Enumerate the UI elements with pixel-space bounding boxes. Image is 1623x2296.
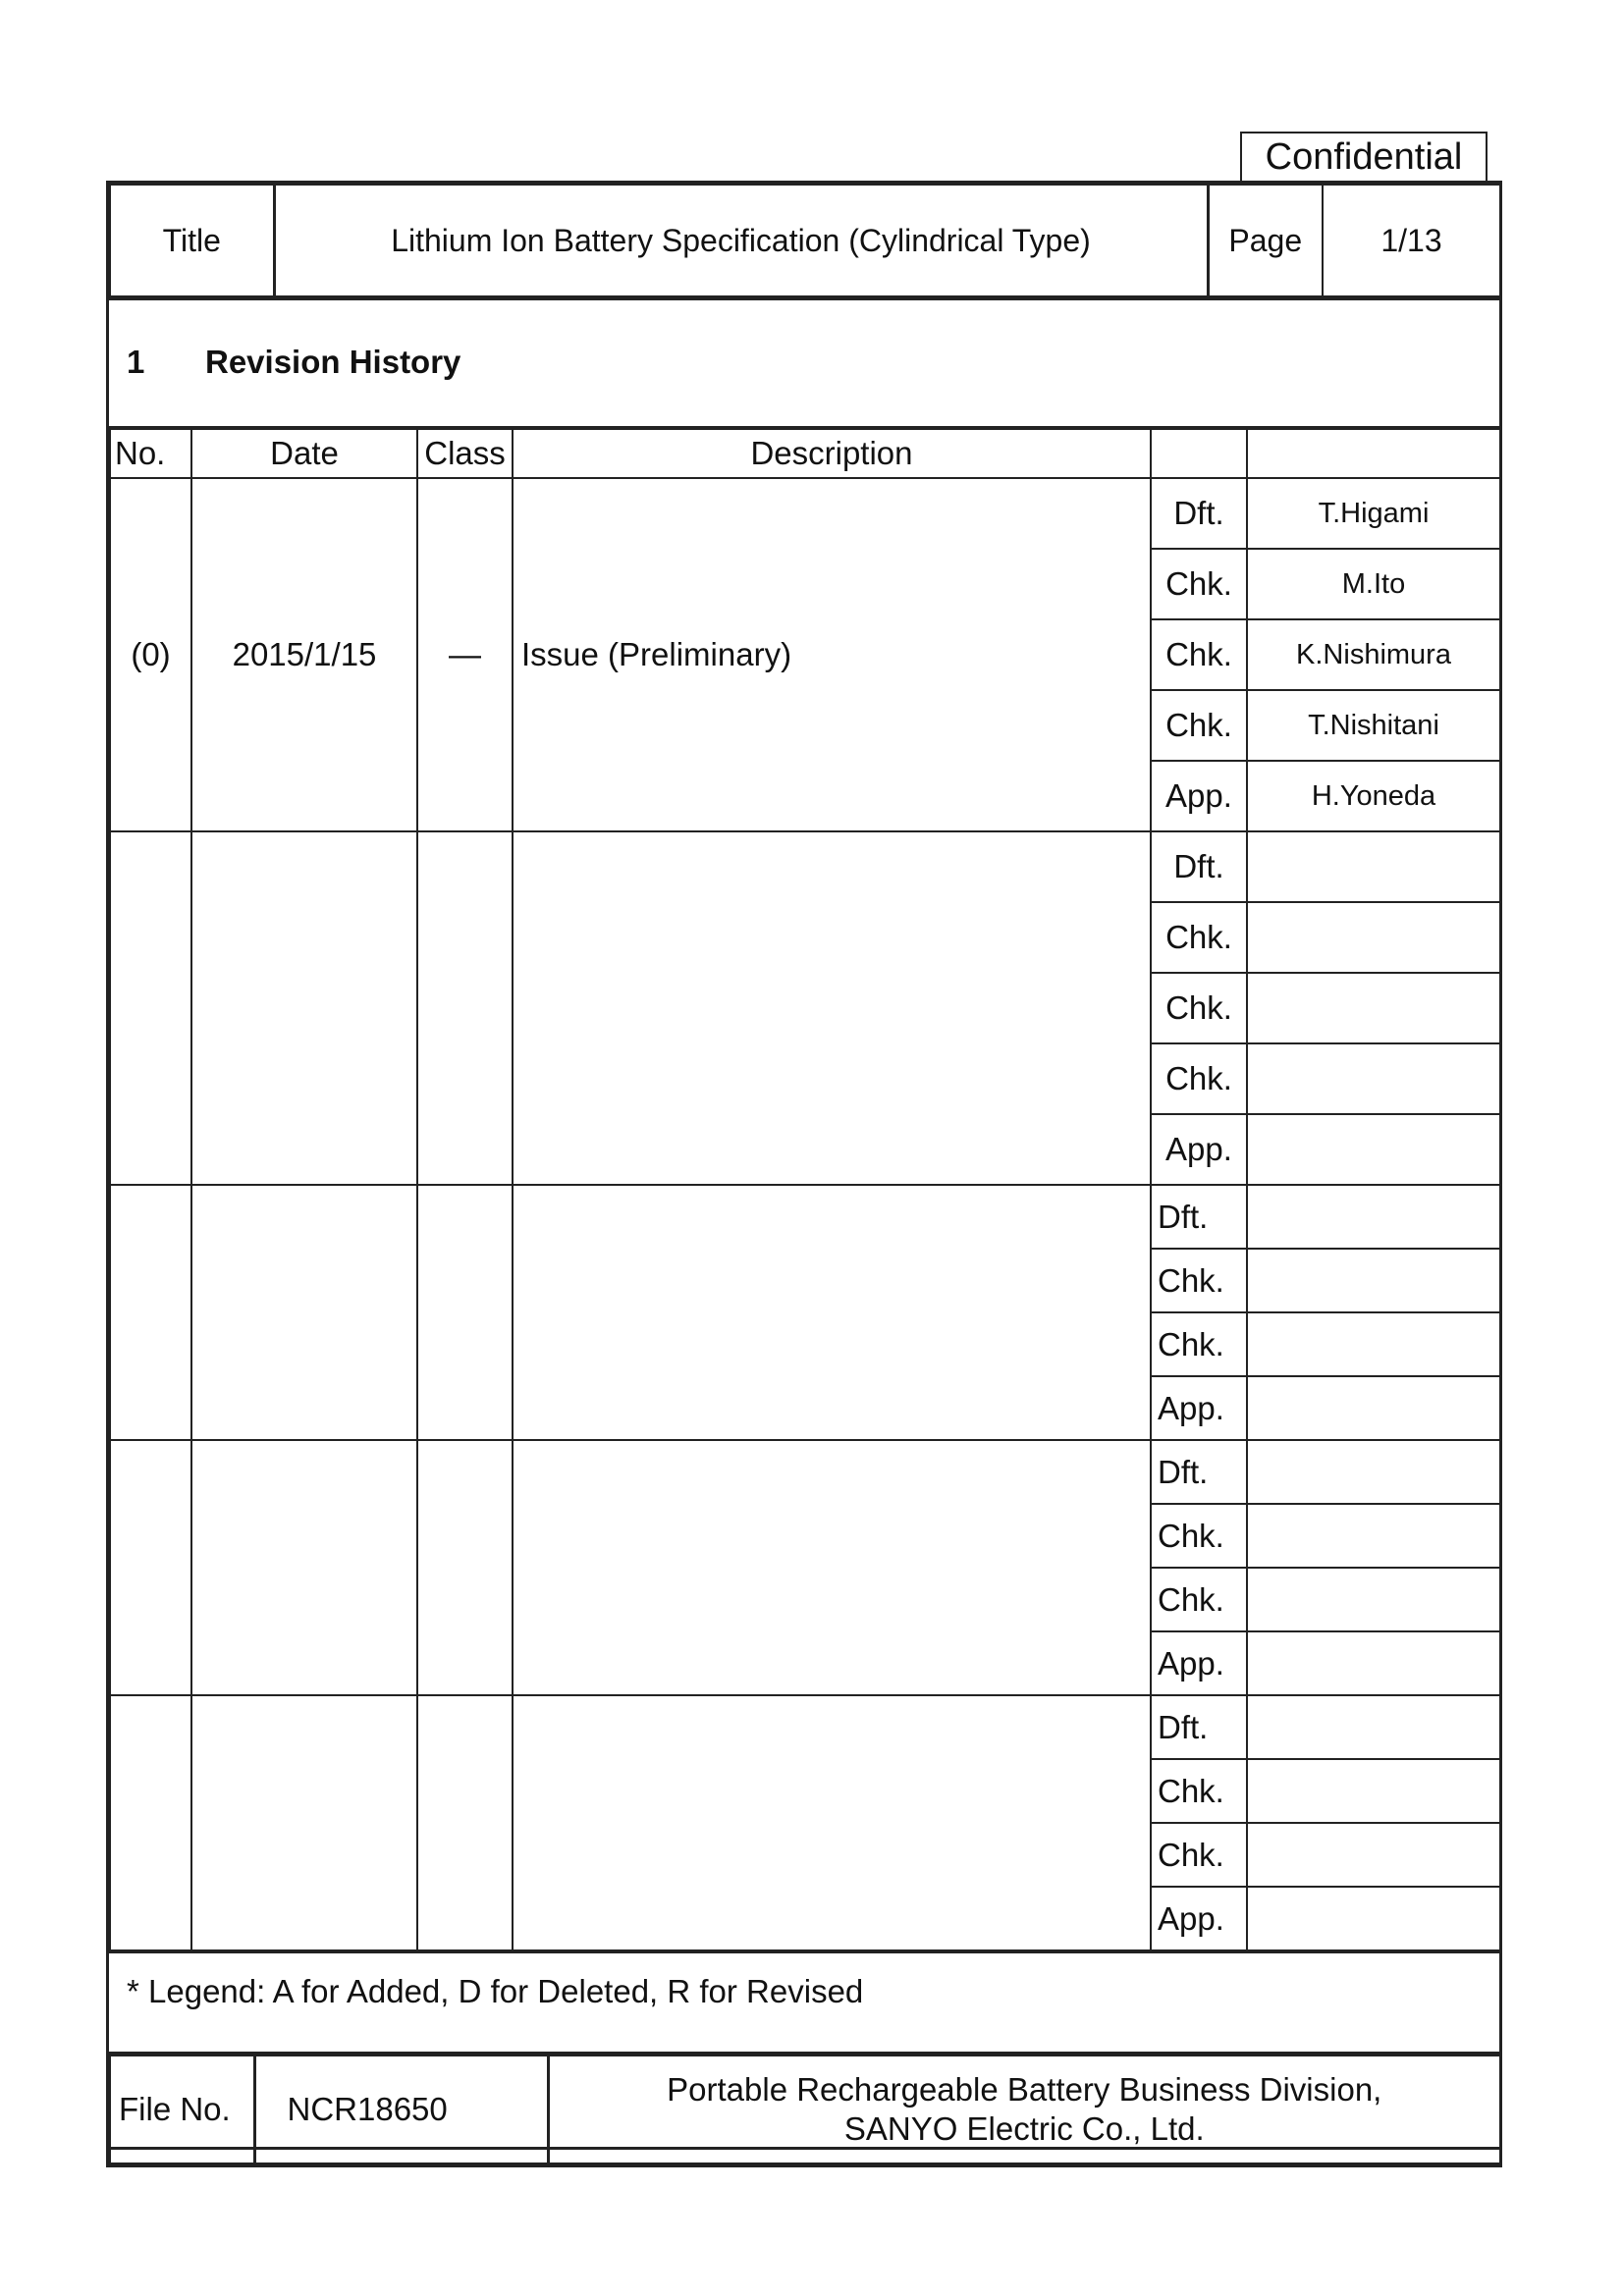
rev-class (417, 1185, 513, 1440)
rev-no: (0) (110, 478, 191, 831)
title-block (106, 181, 1502, 300)
signoff-name: T.Higami (1247, 478, 1500, 549)
section-number: 1 (127, 344, 145, 380)
rev-class: — (417, 478, 513, 831)
signoff-role: Chk. (1151, 1568, 1247, 1631)
signoff-name (1247, 902, 1500, 973)
rev-date (191, 1440, 417, 1695)
signoff-role: Chk. (1151, 1823, 1247, 1887)
signoff-role: App. (1151, 1887, 1247, 1950)
signoff-name: K.Nishimura (1247, 619, 1500, 690)
signoff-name (1247, 1887, 1500, 1950)
signoff-name (1247, 973, 1500, 1043)
rev-description (513, 1695, 1151, 1950)
signoff-role: Chk. (1151, 549, 1247, 619)
page-label: Page (1208, 185, 1323, 296)
confidential-stamp: Confidential (1240, 132, 1488, 183)
signoff-role: Chk. (1151, 1249, 1247, 1312)
table-row (110, 1185, 1500, 1249)
signoff-role: Chk. (1151, 1759, 1247, 1823)
rev-no (110, 1185, 191, 1440)
signoff-role: Chk. (1151, 902, 1247, 973)
rev-date (191, 1185, 417, 1440)
signoff-name (1247, 1043, 1500, 1114)
table-row (110, 1695, 1500, 1759)
signoff-role: Dft. (1151, 831, 1247, 902)
signoff-role: Chk. (1151, 973, 1247, 1043)
signoff-role: App. (1151, 1114, 1247, 1185)
rev-description (513, 1440, 1151, 1695)
signoff-role: Dft. (1151, 1695, 1247, 1759)
signoff-name (1247, 1114, 1500, 1185)
rev-no (110, 1440, 191, 1695)
file-no-label: File No. (110, 2056, 254, 2163)
revision-table (109, 428, 1501, 1951)
signoff-name: T.Nishitani (1247, 690, 1500, 761)
document-title: Lithium Ion Battery Specification (Cylindrical Type) (274, 185, 1208, 296)
signoff-name (1247, 1185, 1500, 1249)
signoff-role: Dft. (1151, 1440, 1247, 1504)
col-header-date: Date (191, 429, 417, 478)
footer-block (106, 2052, 1502, 2167)
revision-section (106, 293, 1502, 2150)
rev-class (417, 1695, 513, 1950)
rev-description: Issue (Preliminary) (513, 478, 1151, 831)
signoff-name: M.Ito (1247, 549, 1500, 619)
col-header-class: Class (417, 429, 513, 478)
table-row (110, 1440, 1500, 1504)
signoff-role: Chk. (1151, 1504, 1247, 1568)
signoff-name (1247, 1568, 1500, 1631)
organization-line-1: Portable Rechargeable Battery Business Division, (667, 2071, 1382, 2108)
signoff-name (1247, 1504, 1500, 1568)
col-header-description: Description (513, 429, 1151, 478)
signoff-role: Chk. (1151, 619, 1247, 690)
signoff-role: Chk. (1151, 1312, 1247, 1376)
signoff-name (1247, 1631, 1500, 1695)
col-header-signer (1247, 429, 1500, 478)
signoff-role: Dft. (1151, 1185, 1247, 1249)
rev-date: 2015/1/15 (191, 478, 417, 831)
signoff-name (1247, 1695, 1500, 1759)
rev-no (110, 831, 191, 1185)
col-header-role (1151, 429, 1247, 478)
rev-date (191, 1695, 417, 1950)
signoff-name (1247, 1759, 1500, 1823)
signoff-name (1247, 1823, 1500, 1887)
rev-date (191, 831, 417, 1185)
signoff-role: App. (1151, 1631, 1247, 1695)
section-heading (109, 293, 1499, 428)
legend-note: * Legend: A for Added, D for Deleted, R for Revised (109, 1951, 1499, 2038)
organization (548, 2056, 1500, 2163)
table-row (110, 831, 1500, 902)
file-no-value: NCR18650 (254, 2056, 548, 2163)
signoff-name (1247, 1440, 1500, 1504)
signoff-name (1247, 1312, 1500, 1376)
organization-line-2: SANYO Electric Co., Ltd. (843, 2110, 1205, 2147)
title-label: Title (110, 185, 274, 296)
signoff-role: App. (1151, 761, 1247, 831)
rev-description (513, 831, 1151, 1185)
signoff-name (1247, 1249, 1500, 1312)
table-header (110, 429, 1500, 478)
rev-no (110, 1695, 191, 1950)
table-row (110, 478, 1500, 549)
signoff-role: Dft. (1151, 478, 1247, 549)
rev-class (417, 1440, 513, 1695)
signoff-name: H.Yoneda (1247, 761, 1500, 831)
col-header-no: No. (110, 429, 191, 478)
signoff-role: App. (1151, 1376, 1247, 1440)
rev-class (417, 831, 513, 1185)
section-title: Revision History (205, 344, 461, 380)
signoff-name (1247, 831, 1500, 902)
signoff-role: Chk. (1151, 1043, 1247, 1114)
page-number: 1/13 (1323, 185, 1500, 296)
rev-description (513, 1185, 1151, 1440)
signoff-name (1247, 1376, 1500, 1440)
signoff-role: Chk. (1151, 690, 1247, 761)
